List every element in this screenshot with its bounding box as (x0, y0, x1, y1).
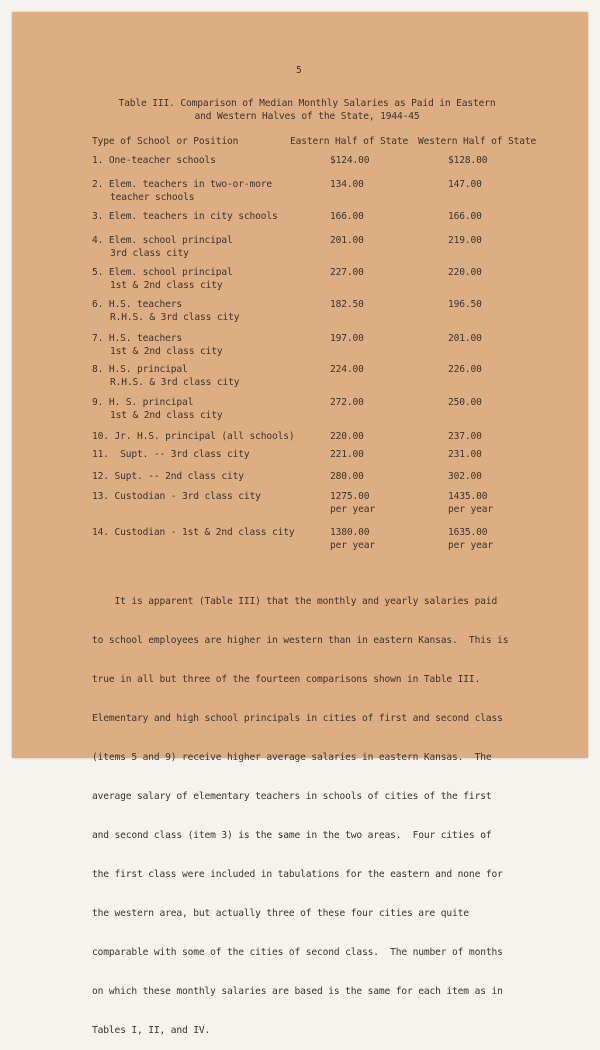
western-value-cell (448, 210, 482, 223)
position-cell (92, 470, 244, 483)
position-cell-line: 3rd class city (110, 248, 189, 259)
paragraph-line: and second class (item 3) is the same in the two areas. Four cities of (92, 830, 492, 841)
header-position: Type of School or Position (92, 136, 239, 147)
eastern-value-cell (330, 178, 364, 191)
eastern-value-cell (330, 154, 369, 167)
header-eastern: Eastern Half of State (290, 136, 409, 147)
position-cell (92, 154, 216, 167)
eastern-value-cell-line: 182.50 (330, 299, 364, 310)
eastern-value-cell (330, 210, 364, 223)
paragraph-line: It is apparent (Table III) that the monthly and yearly salaries paid (92, 596, 498, 607)
position-cell (92, 298, 239, 324)
position-cell-line: 12. Supt. -- 2nd class city (92, 471, 244, 482)
western-value-cell-line: 231.00 (448, 449, 482, 460)
position-cell-line: 10. Jr. H.S. principal (all schools) (92, 431, 295, 442)
western-value-cell-line: $128.00 (448, 155, 488, 166)
paragraph-line: true in all but three of the fourteen comparisons shown in Table III. (92, 674, 481, 685)
body-paragraph (92, 569, 532, 1050)
western-value-cell-line: 250.00 (448, 397, 482, 408)
position-cell (92, 430, 295, 443)
western-value-cell-line: 166.00 (448, 211, 482, 222)
position-cell-line: R.H.S. & 3rd class city (110, 312, 240, 323)
western-value-cell-line: 196.50 (448, 299, 482, 310)
western-value-cell (448, 396, 482, 409)
eastern-value-cell-line: 220.00 (330, 431, 364, 442)
paragraph-line: to school employees are higher in western than in eastern Kansas. This is (92, 635, 509, 646)
eastern-value-cell (330, 266, 364, 279)
position-cell (92, 526, 295, 539)
eastern-value-cell-line: 197.00 (330, 333, 364, 344)
western-value-cell (448, 470, 482, 483)
paragraph-line: the first class were included in tabulations for the eastern and none for (92, 869, 503, 880)
western-value-cell-line: 1635.00 (448, 527, 488, 538)
position-cell-line: 7. H.S. teachers (92, 333, 183, 344)
position-cell (92, 178, 272, 204)
table-title-line-2: and Western Halves of the State, 1944-45 (194, 111, 420, 122)
position-cell-line: teacher schools (110, 192, 195, 203)
eastern-value-cell-line: 224.00 (330, 364, 364, 375)
western-value-cell (448, 526, 493, 552)
eastern-value-cell-line: 227.00 (330, 267, 364, 278)
western-value-cell-line: 219.00 (448, 235, 482, 246)
western-value-cell-line: 302.00 (448, 471, 482, 482)
position-cell-line: 3. Elem. teachers in city schools (92, 211, 278, 222)
header-western: Western Half of State (418, 136, 537, 147)
western-value-cell (448, 448, 482, 461)
position-cell-line: 13. Custodian - 3rd class city (92, 491, 261, 502)
eastern-value-cell-line: 1380.00 (330, 527, 370, 538)
eastern-value-cell (330, 490, 375, 516)
western-value-cell-line: 1435.00 (448, 491, 488, 502)
position-cell-line: 4. Elem. school principal (92, 235, 233, 246)
position-cell-line: 1st & 2nd class city (110, 410, 223, 421)
western-value-cell-line: 147.00 (448, 179, 482, 190)
western-value-cell-line: 220.00 (448, 267, 482, 278)
position-cell-line: 11. Supt. -- 3rd class city (92, 449, 250, 460)
position-cell-line: R.H.S. & 3rd class city (110, 377, 240, 388)
position-cell-line: 2. Elem. teachers in two-or-more (92, 179, 273, 190)
western-value-cell (448, 266, 482, 279)
paragraph-line: on which these monthly salaries are based is the same for each item as in (92, 986, 503, 997)
position-cell (92, 363, 239, 389)
position-cell (92, 490, 261, 503)
position-cell-line: 9. H. S. principal (92, 397, 194, 408)
western-value-cell-line: 237.00 (448, 431, 482, 442)
eastern-value-cell (330, 332, 364, 345)
eastern-value-cell-line: 1275.00 (330, 491, 370, 502)
position-cell (92, 396, 223, 422)
eastern-value-cell (330, 430, 364, 443)
position-cell-line: 1st & 2nd class city (110, 280, 223, 291)
eastern-value-cell (330, 526, 375, 552)
western-value-cell-line: 226.00 (448, 364, 482, 375)
western-value-cell (448, 178, 482, 191)
position-cell-line: 6. H.S. teachers (92, 299, 183, 310)
eastern-value-cell-line: per year (330, 504, 376, 515)
paragraph-line: Tables I, II, and IV. (92, 1025, 211, 1036)
eastern-value-cell (330, 363, 364, 376)
eastern-value-cell (330, 298, 364, 311)
paragraph-line: the western area, but actually three of these four cities are quite (92, 908, 469, 919)
western-value-cell (448, 490, 493, 516)
table-title-line-1: Table III. Comparison of Median Monthly Salaries as Paid in Eastern (118, 98, 496, 109)
position-cell-line: 8. H.S. principal (92, 364, 188, 375)
eastern-value-cell-line: 280.00 (330, 471, 364, 482)
eastern-value-cell (330, 234, 364, 247)
position-cell (92, 448, 250, 461)
western-value-cell (448, 363, 482, 376)
eastern-value-cell-line: 272.00 (330, 397, 364, 408)
position-cell (92, 266, 233, 292)
paragraph-line: comparable with some of the cities of second class. The number of months (92, 947, 503, 958)
position-cell-line: 14. Custodian - 1st & 2nd class city (92, 527, 295, 538)
western-value-cell-line: 201.00 (448, 333, 482, 344)
western-value-cell-line: per year (448, 540, 494, 551)
position-cell (92, 210, 278, 223)
paragraph-line: Elementary and high school principals in cities of first and second class (92, 713, 503, 724)
eastern-value-cell (330, 448, 364, 461)
eastern-value-cell-line: 201.00 (330, 235, 364, 246)
eastern-value-cell-line: 221.00 (330, 449, 364, 460)
eastern-value-cell (330, 396, 364, 409)
position-cell-line: 1. One-teacher schools (92, 155, 216, 166)
eastern-value-cell-line: per year (330, 540, 376, 551)
western-value-cell (448, 332, 482, 345)
position-cell-line: 1st & 2nd class city (110, 346, 223, 357)
western-value-cell (448, 154, 487, 167)
eastern-value-cell-line: $124.00 (330, 155, 370, 166)
table-title (92, 97, 522, 123)
position-cell-line: 5. Elem. school principal (92, 267, 233, 278)
position-cell (92, 234, 233, 260)
paragraph-line: (items 5 and 9) receive higher average salaries in eastern Kansas. The (92, 752, 492, 763)
western-value-cell-line: per year (448, 504, 494, 515)
paragraph-line: average salary of elementary teachers in schools of cities of the first (92, 791, 492, 802)
position-cell (92, 332, 223, 358)
eastern-value-cell-line: 166.00 (330, 211, 364, 222)
page-number: 5 (296, 65, 302, 76)
eastern-value-cell-line: 134.00 (330, 179, 364, 190)
western-value-cell (448, 430, 482, 443)
western-value-cell (448, 234, 482, 247)
eastern-value-cell (330, 470, 364, 483)
western-value-cell (448, 298, 482, 311)
